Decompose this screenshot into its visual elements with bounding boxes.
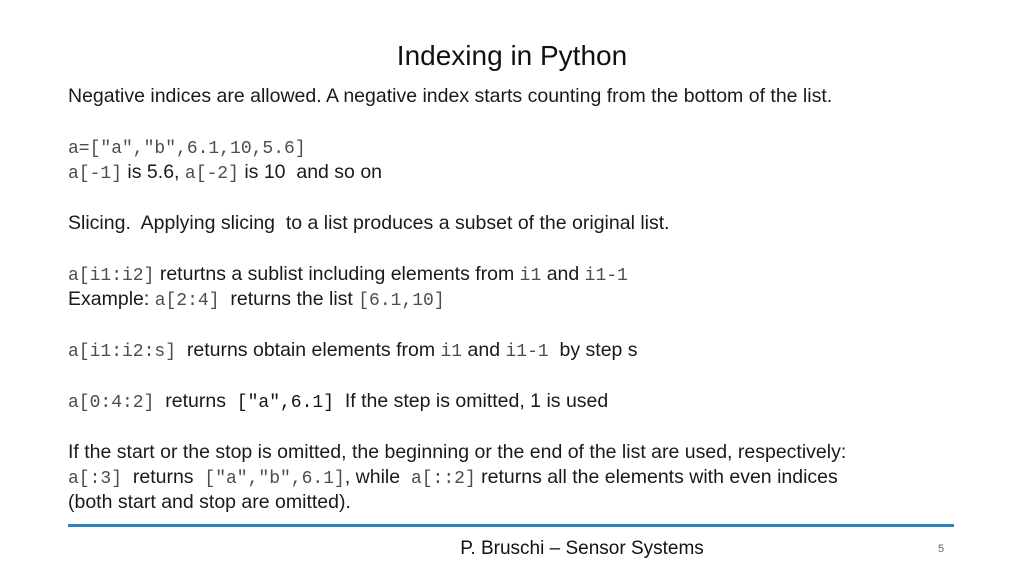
text: is 10 and so on xyxy=(238,161,383,183)
text: and xyxy=(462,339,506,361)
spacer xyxy=(68,414,968,440)
text: by step s xyxy=(548,339,638,361)
slicing-intro: Slicing. Applying slicing to a list produces a subset of the original list. xyxy=(68,212,670,234)
code-result-list: [6.1,10] xyxy=(358,291,445,311)
code-slice-step-2: a[::2] xyxy=(410,469,476,489)
negative-index-example xyxy=(68,160,968,185)
text: returns xyxy=(122,466,205,488)
spacer xyxy=(68,109,968,135)
code-slice-step: a[i1:i2:s] xyxy=(68,342,177,362)
code-i1: i1 xyxy=(440,342,463,362)
code-slice-2-4: a[2:4] xyxy=(154,291,220,311)
omit-note: (both start and stop are omitted). xyxy=(68,491,351,513)
text: returns obtain elements from xyxy=(176,339,441,361)
text: returns all the elements with even indices xyxy=(475,466,838,488)
code-i1: i1 xyxy=(519,266,542,286)
slide-title: Indexing in Python xyxy=(396,40,628,71)
spacer xyxy=(68,236,968,262)
code-result-list: ["a","b",6.1] xyxy=(204,469,345,489)
list-definition-line xyxy=(68,135,968,160)
text: returtns a sublist including elements from xyxy=(154,263,520,285)
text: returns xyxy=(154,390,237,412)
code-slice-i1-i2: a[i1:i2] xyxy=(68,266,155,286)
spacer xyxy=(68,363,968,389)
text: Example: xyxy=(68,288,155,310)
spacer xyxy=(68,185,968,211)
footer-text: P. Bruschi – Sensor Systems xyxy=(460,538,704,559)
code-a-minus-1: a[-1] xyxy=(68,164,123,184)
page-number: 5 xyxy=(938,543,945,555)
slide-body xyxy=(68,84,968,515)
text: , while xyxy=(344,466,411,488)
omit-example-line xyxy=(68,465,968,490)
code-slice-0-4-2: a[0:4:2] xyxy=(68,393,155,413)
text: is 5.6, xyxy=(122,161,185,183)
code-a-minus-2: a[-2] xyxy=(184,164,239,184)
text: and xyxy=(541,263,585,285)
slice-basic-line xyxy=(68,262,968,287)
slice-example-line xyxy=(68,287,968,312)
intro-text: Negative indices are allowed. A negative index starts counting from the bottom of the list. xyxy=(68,85,833,107)
footer-divider xyxy=(68,524,954,527)
slice-step-example xyxy=(68,389,968,414)
code-slice-to-3: a[:3] xyxy=(68,469,123,489)
slice-step-line xyxy=(68,338,968,363)
code-result-list: ["a",6.1] xyxy=(236,393,335,413)
code-i1-minus-1: i1-1 xyxy=(505,342,549,362)
text: returns the list xyxy=(219,288,359,310)
code-list-definition: a=["a","b",6.1,10,5.6] xyxy=(68,139,306,159)
spacer xyxy=(68,312,968,338)
text: If the step is omitted, 1 is used xyxy=(334,390,609,412)
code-i1-minus-1: i1-1 xyxy=(584,266,628,286)
omit-intro: If the start or the stop is omitted, the beginning or the end of the list are used, respectively: xyxy=(68,441,847,463)
